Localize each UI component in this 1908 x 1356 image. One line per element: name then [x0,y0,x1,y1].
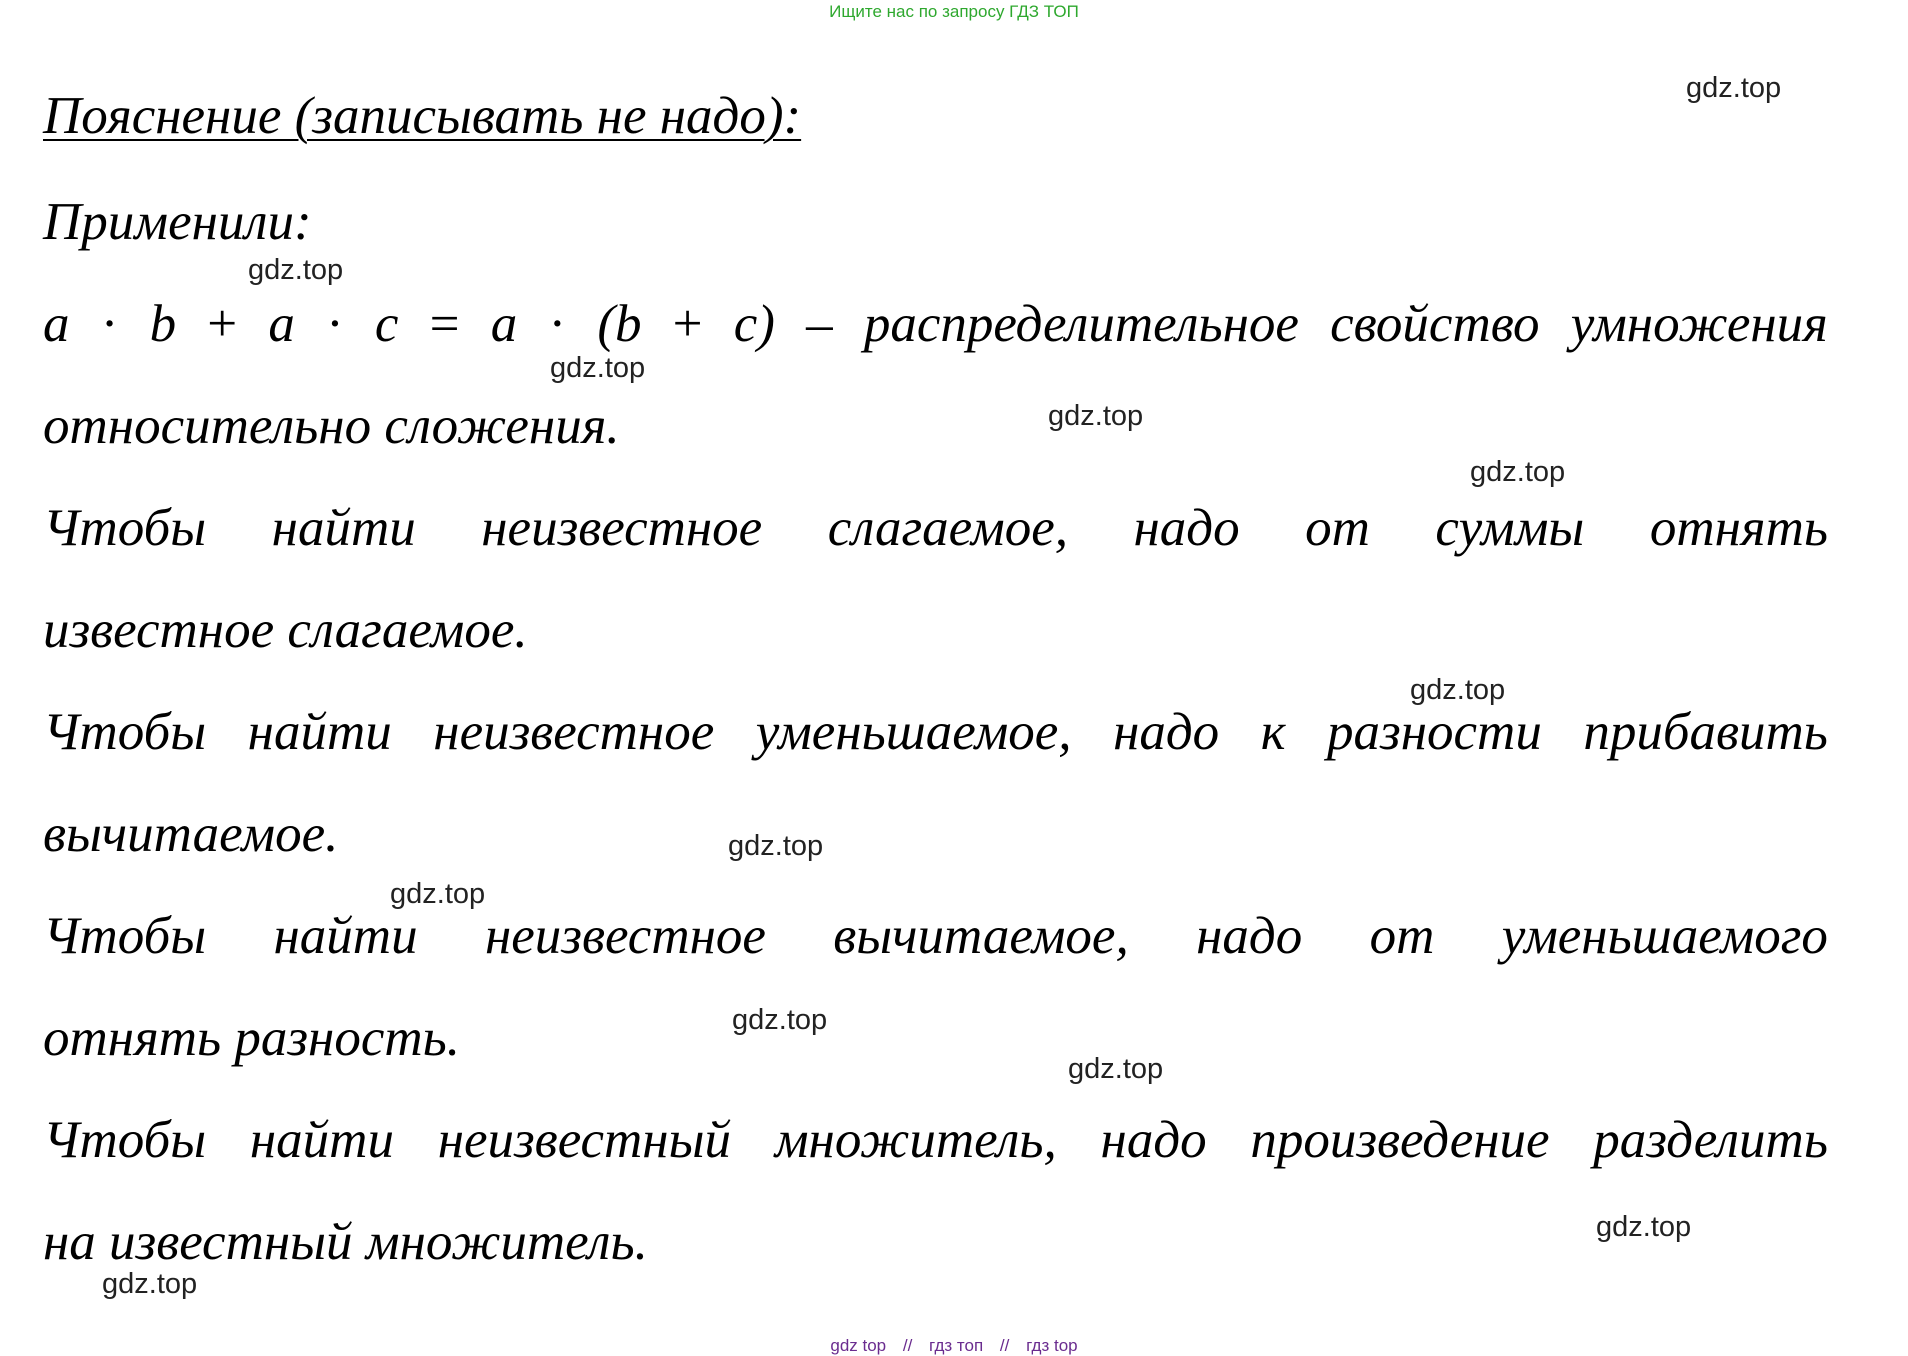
watermark: gdz.top [728,830,824,862]
formula-token: свойство [1330,295,1540,353]
rule-word: найти [247,703,392,761]
rule-word: вычитаемое, [833,907,1129,965]
rule-word: суммы [1435,499,1585,557]
rule-addend-line1 [43,499,1828,557]
formula-token: · [548,295,567,353]
watermark: gdz.top [248,254,344,286]
rule-minuend-line1 [43,703,1828,761]
rule-word: Чтобы [43,907,207,965]
rule-word: неизвестный [437,1111,731,1169]
formula-token: · [100,295,119,353]
rule-word: разделить [1593,1111,1828,1169]
footer-watermark [0,1336,1908,1356]
watermark: gdz.top [1686,72,1782,104]
footer-separator: // [902,1336,913,1355]
footer-separator: // [999,1336,1010,1355]
formula-token: a [43,295,70,353]
applied-label: Применили: [43,193,312,251]
rule-factor-line2: на известный множитель. [43,1213,648,1271]
rule-word: множитель, [774,1111,1057,1169]
rule-word: Чтобы [43,499,207,557]
rule-word: от [1369,907,1435,965]
rule-word: уменьшаемое, [755,703,1072,761]
rule-word: отнять [1649,499,1828,557]
rule-word: уменьшаемого [1501,907,1828,965]
formula-token: + [207,295,238,353]
watermark: gdz.top [102,1268,198,1300]
rule-word: к [1260,703,1286,761]
watermark: gdz.top [1596,1211,1692,1243]
formula-token: c) [733,295,775,353]
rule-word: надо [1196,907,1303,965]
rule-subtrahend-line2: отнять разность. [43,1009,460,1067]
explanation-heading: Пояснение (записывать не надо): [43,87,802,145]
formula-token: = [429,295,460,353]
rule-word: надо [1100,1111,1207,1169]
watermark: gdz.top [550,352,646,384]
formula-token: a [268,295,295,353]
rule-word: надо [1133,499,1240,557]
rule-word: от [1305,499,1370,557]
rule-word: разности [1327,703,1542,761]
formula-token: (b [597,295,642,353]
formula-token: c [374,295,399,353]
rule-factor-line1 [43,1111,1828,1169]
rule-minuend-line2: вычитаемое. [43,805,339,863]
rule-word: Чтобы [43,1111,207,1169]
watermark: gdz.top [1470,456,1566,488]
rule-word: слагаемое, [827,499,1068,557]
formula-token: умножения [1570,295,1828,353]
watermark: gdz.top [1048,400,1144,432]
rule-word: неизвестное [484,907,766,965]
rule-word: найти [273,907,418,965]
rule-word: неизвестное [481,499,763,557]
rule-word: надо [1113,703,1220,761]
formula-token: a [490,295,518,353]
watermark: gdz.top [1068,1053,1164,1085]
formula-continuation: относительно сложения. [43,397,620,455]
top-banner: Ищите нас по запросу ГДЗ ТОП [829,2,1079,21]
rule-word: прибавить [1583,703,1828,761]
watermark: gdz.top [1410,674,1506,706]
formula-token: · [326,295,344,353]
watermark: gdz.top [732,1004,828,1036]
formula-token: b [149,295,177,353]
formula-token: распределительное [863,295,1299,353]
distributive-formula [43,295,1828,353]
formula-token: – [806,295,833,353]
watermark: gdz.top [390,878,486,910]
rule-word: произведение [1250,1111,1550,1169]
footer-part: гдз top [1026,1336,1078,1355]
rule-word: неизвестное [433,703,715,761]
rule-word: Чтобы [43,703,207,761]
rule-word: найти [271,499,416,557]
footer-part: гдз топ [929,1336,984,1355]
rule-subtrahend-line1 [43,907,1828,965]
footer-part: gdz top [830,1336,887,1355]
rule-addend-line2: известное слагаемое. [43,601,528,659]
rule-word: найти [249,1111,394,1169]
formula-token: + [672,295,703,353]
